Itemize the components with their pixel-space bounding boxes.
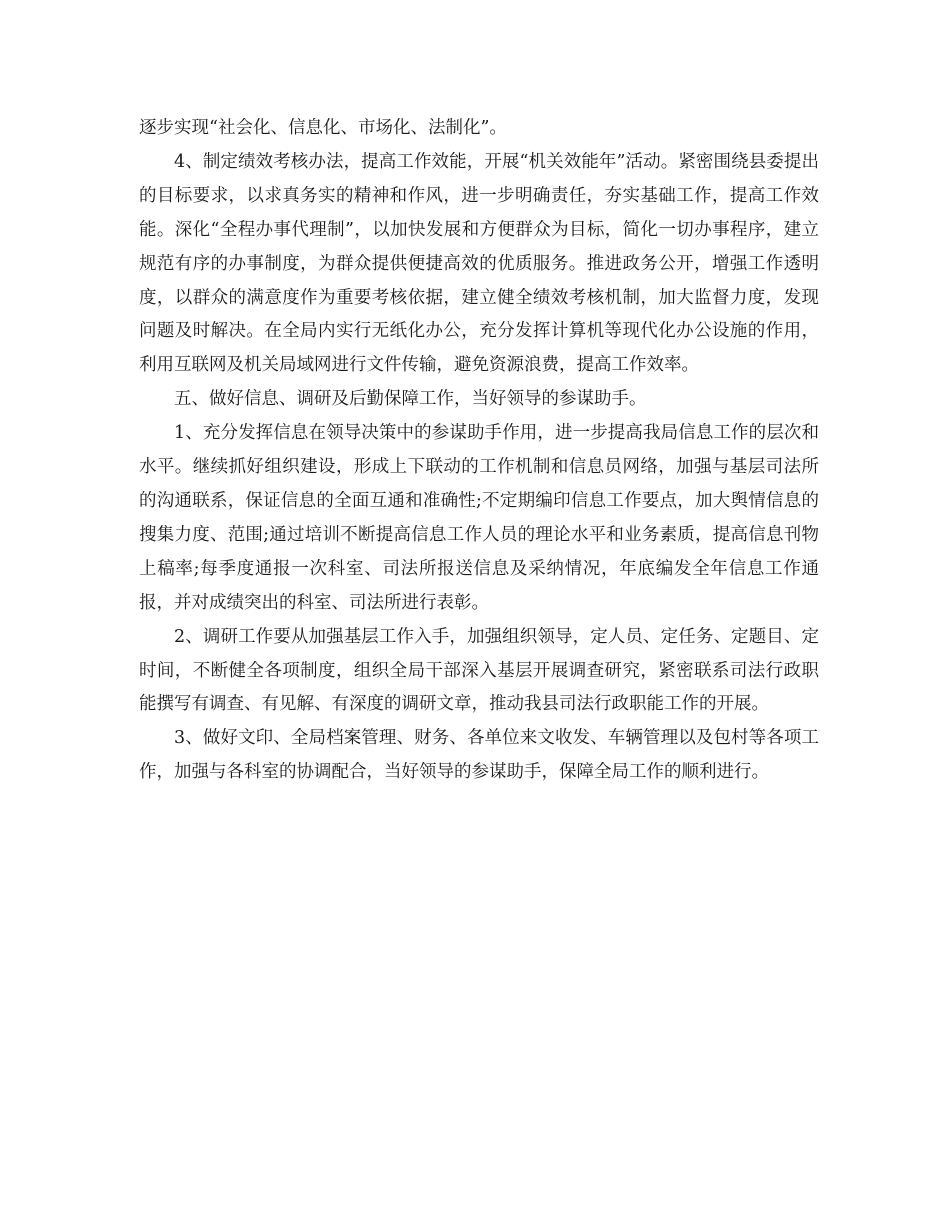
section-heading-5: 五、做好信息、调研及后勤保障工作，当好领导的参谋助手。	[174, 389, 647, 410]
paragraph-item-3: 3、做好文印、全局档案管理、财务、各单位来文收发、车辆管理以及包村等各项工作，加强与各科室的协调配合，当好领导的参谋助手，保障全局工作的顺利进行。	[139, 728, 819, 783]
paragraph-item-2: 2、调研工作要从加强基层工作入手，加强组织领导，定人员、定任务、定题目、定时间，不断健全各项制度，组织全局干部深入基层开展调查研究，紧密联系司法行政职能撰写有调查、有见解、有深度的调研文章，推动我县司法行政职能工作的开展。	[139, 626, 819, 715]
paragraph-item-4: 4、制定绩效考核办法，提高工作效能，开展“机关效能年”活动。紧密围绕县委提出的目标要求，以求真务实的精神和作风，进一步明确责任，夯实基础工作，提高工作效能。深化“全程办事代理制”，以加快发展和方便群众为目标，简化一切办事程序，建立规范有序的办事制度，为群众提供便捷高效的优质服务。推进政务公开，增强工作透明度，以群众的满意度作为重要考核依据，建立健全绩效考核机制，加大监督力度，发现问题及时解决。在全局内实行无纸化办公，充分发挥计算机等现代化办公设施的作用，利用互联网及机关局域网进行文件传输，避免资源浪费，提高工作效率。	[139, 151, 819, 376]
paragraph-item-1: 1、充分发挥信息在领导决策中的参谋助手作用，进一步提高我局信息工作的层次和水平。继续抓好组织建设，形成上下联动的工作机制和信息员网络，加强与基层司法所的沟通联系，保证信息的全面互通和准确性;不定期编印信息工作要点，加大舆情信息的搜集力度、范围;通过培训不断提高信息工作人员的理论水平和业务素质，提高信息刊物上稿率;每季度通报一次科室、司法所报送信息及采纳情况，年底编发全年信息工作通报，并对成绩突出的科室、司法所进行表彰。	[139, 423, 819, 613]
document-body	[139, 112, 819, 790]
paragraph-continuation: 逐步实现“社会化、信息化、市场化、法制化”。	[139, 118, 507, 138]
